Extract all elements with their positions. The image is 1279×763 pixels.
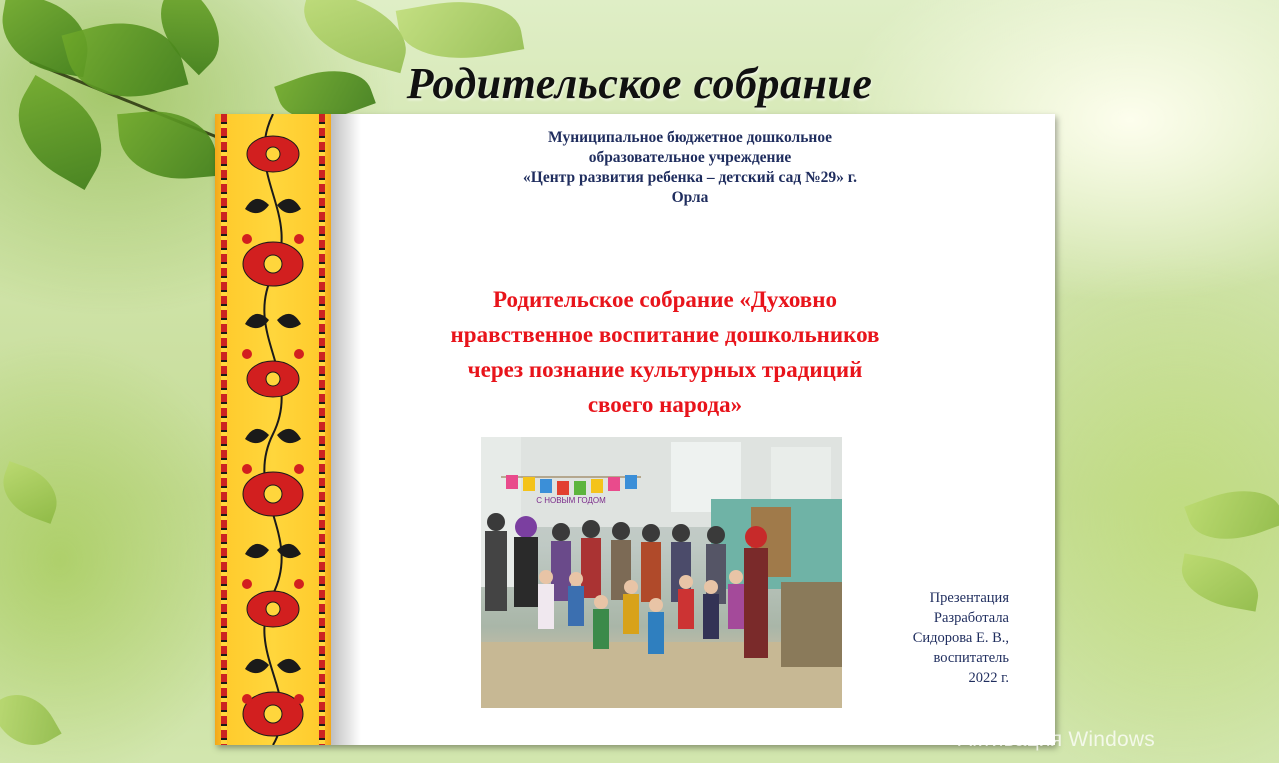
credits-year: 2022 г. bbox=[968, 670, 1009, 686]
author-role: воспитатель bbox=[933, 650, 1009, 666]
organization-line: Муниципальное бюджетное дошкольное bbox=[548, 129, 832, 146]
leaf-icon bbox=[1177, 553, 1264, 611]
grass-icon bbox=[0, 682, 62, 759]
topic-line: через познание культурных традиций bbox=[467, 357, 863, 382]
organization-name bbox=[465, 128, 915, 208]
presentation-credits bbox=[913, 588, 1009, 688]
topic-line: своего народа» bbox=[587, 392, 743, 417]
slide-title: Родительское собрание bbox=[406, 59, 873, 108]
credits-line: Разработала bbox=[933, 610, 1009, 626]
organization-line: «Центр развития ребенка – детский сад №29» г. bbox=[523, 169, 857, 186]
group-photo bbox=[481, 437, 842, 708]
leaf-icon bbox=[1184, 476, 1279, 554]
photo-banner-text: С НОВЫМ ГОДОМ bbox=[536, 496, 606, 505]
ornament-border bbox=[221, 114, 227, 745]
organization-line: образовательное учреждение bbox=[588, 149, 792, 166]
author-name: Сидорова Е. В., bbox=[912, 630, 1009, 646]
leaf-icon bbox=[117, 106, 218, 184]
credits-line: Презентация bbox=[929, 590, 1009, 606]
meeting-topic bbox=[385, 282, 945, 422]
windows-activation-watermark: Активация Windows bbox=[958, 728, 1155, 751]
group-photo-illustration bbox=[481, 437, 842, 708]
khokhloma-pattern-icon bbox=[233, 114, 313, 745]
ornament-shadow bbox=[331, 114, 361, 745]
khokhloma-ornament bbox=[215, 114, 331, 745]
leaf-icon bbox=[0, 461, 66, 524]
topic-line: нравственное воспитание дошкольников bbox=[450, 322, 880, 347]
topic-line: Родительское собрание «Духовно bbox=[493, 287, 837, 312]
ornament-border bbox=[319, 114, 325, 745]
organization-line: Орла bbox=[671, 189, 709, 206]
slide-card bbox=[215, 114, 1055, 745]
